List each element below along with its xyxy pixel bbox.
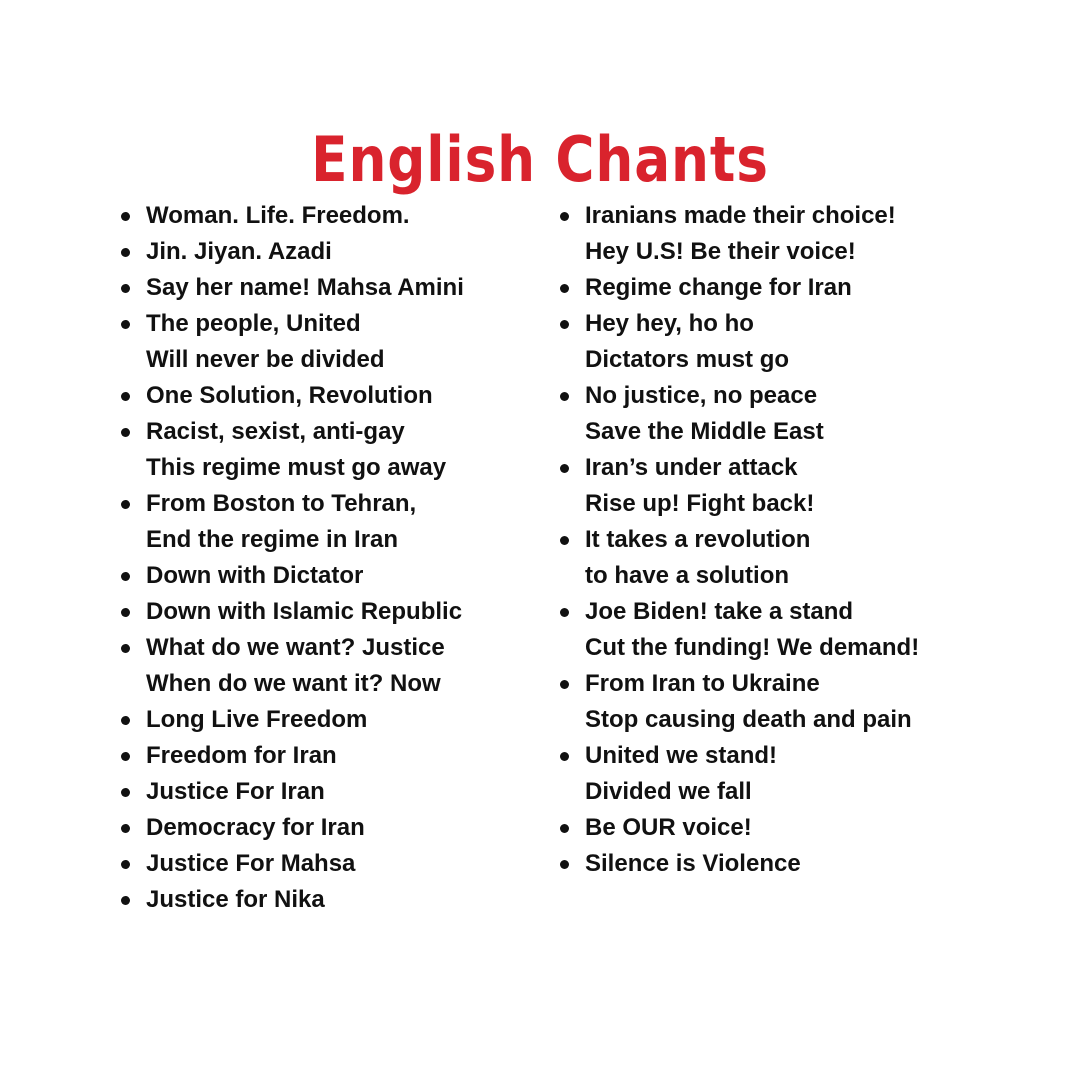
chant-line: Joe Biden! take a stand: [585, 598, 854, 625]
chant-line: Iran’s under attack: [585, 454, 798, 481]
chant-item: [557, 846, 997, 882]
chant-line: Say her name! Mahsa Amini: [146, 274, 464, 301]
chant-item: [118, 882, 538, 918]
chant-item: [118, 270, 538, 306]
chant-line: Woman. Life. Freedom.: [146, 202, 410, 229]
bullet-icon: [121, 500, 130, 509]
chant-item: [118, 810, 538, 846]
chant-item: [118, 558, 538, 594]
bullet-icon: [121, 644, 130, 653]
bullet-icon: [121, 860, 130, 869]
chant-item: [118, 306, 538, 378]
chant-line: Justice for Nika: [146, 886, 325, 913]
chant-item: [557, 378, 997, 450]
chant-line: Rise up! Fight back!: [585, 490, 815, 517]
chant-line: Divided we fall: [585, 778, 752, 805]
chant-line: Be OUR voice!: [585, 814, 752, 841]
bullet-icon: [560, 824, 569, 833]
bullet-icon: [121, 428, 130, 437]
chant-line: United we stand!: [585, 742, 778, 769]
chant-item: [118, 198, 538, 234]
bullet-icon: [560, 536, 569, 545]
bullet-icon: [121, 392, 130, 401]
chant-item: [557, 594, 997, 666]
chant-list-right: [557, 198, 997, 882]
chant-line: Down with Islamic Republic: [146, 598, 463, 625]
chant-line: Will never be divided: [146, 346, 385, 373]
chant-item: [557, 738, 997, 810]
chant-line: This regime must go away: [146, 454, 447, 481]
chant-line: When do we want it? Now: [146, 670, 441, 697]
bullet-icon: [121, 572, 130, 581]
bullet-icon: [121, 896, 130, 905]
chant-item: [557, 270, 997, 306]
chant-line: End the regime in Iran: [146, 526, 399, 553]
chant-line: Racist, sexist, anti-gay: [146, 418, 405, 445]
bullet-icon: [560, 752, 569, 761]
chant-line: Regime change for Iran: [585, 274, 852, 301]
chant-line: Justice For Mahsa: [146, 850, 356, 877]
bullet-icon: [121, 608, 130, 617]
chant-line: The people, United: [146, 310, 361, 337]
chant-line: Jin. Jiyan. Azadi: [146, 238, 332, 265]
chant-line: Stop causing death and pain: [585, 706, 912, 733]
chant-item: [118, 702, 538, 738]
chant-item: [118, 486, 538, 558]
bullet-icon: [121, 716, 130, 725]
chant-line: Silence is Violence: [585, 850, 801, 877]
chant-item: [557, 666, 997, 738]
chant-line: Save the Middle East: [585, 418, 824, 445]
bullet-icon: [560, 464, 569, 473]
chant-item: [557, 522, 997, 594]
page-title: English Chants: [311, 122, 769, 196]
chant-line: Long Live Freedom: [146, 706, 368, 733]
chant-line: Hey hey, ho ho: [585, 310, 754, 337]
bullet-icon: [121, 284, 130, 293]
chant-item: [118, 594, 538, 630]
chant-item: [118, 846, 538, 882]
chant-line: Cut the funding! We demand!: [585, 634, 920, 661]
chant-line: Down with Dictator: [146, 562, 364, 589]
chant-line: From Boston to Tehran,: [146, 490, 417, 517]
chant-line: to have a solution: [585, 562, 790, 589]
chant-list-left: [118, 198, 538, 918]
chant-line: Justice For Iran: [146, 778, 325, 805]
chant-line: Freedom for Iran: [146, 742, 337, 769]
bullet-icon: [121, 824, 130, 833]
bullet-icon: [121, 752, 130, 761]
chant-item: [118, 378, 538, 414]
chant-line: Hey U.S! Be their voice!: [585, 238, 856, 265]
bullet-icon: [121, 212, 130, 221]
bullet-icon: [560, 284, 569, 293]
bullet-icon: [121, 320, 130, 329]
chant-item: [557, 810, 997, 846]
bullet-icon: [560, 860, 569, 869]
chant-item: [557, 450, 997, 522]
bullet-icon: [560, 320, 569, 329]
bullet-icon: [560, 680, 569, 689]
chant-item: [557, 306, 997, 378]
chant-line: From Iran to Ukraine: [585, 670, 820, 697]
chant-line: Iranians made their choice!: [585, 202, 896, 229]
bullet-icon: [560, 392, 569, 401]
chant-line: Dictators must go: [585, 346, 790, 373]
chant-line: No justice, no peace: [585, 382, 818, 409]
chant-line: What do we want? Justice: [146, 634, 445, 661]
chant-item: [118, 630, 538, 702]
chant-item: [118, 414, 538, 486]
chant-item: [557, 198, 997, 270]
bullet-icon: [121, 248, 130, 257]
bullet-icon: [560, 212, 569, 221]
chant-line: It takes a revolution: [585, 526, 811, 553]
chant-item: [118, 774, 538, 810]
bullet-icon: [121, 788, 130, 797]
chant-line: Democracy for Iran: [146, 814, 365, 841]
chant-item: [118, 738, 538, 774]
chant-line: One Solution, Revolution: [146, 382, 433, 409]
chant-item: [118, 234, 538, 270]
bullet-icon: [560, 608, 569, 617]
